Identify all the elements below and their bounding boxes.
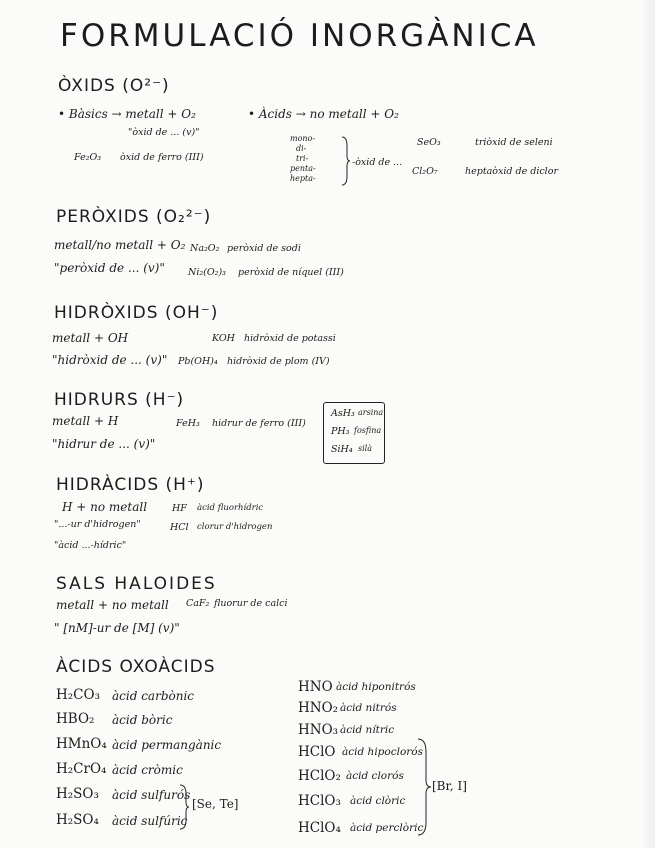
hidroxids-example-name: hidròxid de potassi [244, 333, 336, 344]
hidrurs-name: "hidrur de ... (v)" [52, 437, 156, 451]
peroxids-rule: metall/no metall + O₂ [54, 238, 186, 252]
oxids-acid-example-name: heptaòxid de diclor [465, 166, 558, 177]
oxids-prefix: hepta- [290, 174, 316, 183]
hidroxids-example-formula: KOH [212, 333, 235, 344]
hidroxids-heading: HIDRÒXIDS (OH⁻) [54, 303, 219, 323]
oxoacids-right-name: àcid hiponitrós [336, 681, 416, 693]
hidracids-example-name: clorur d'hidrogen [197, 522, 273, 532]
peroxids-example-formula: Na₂O₂ [190, 243, 220, 254]
page-title: FORMULACIÓ INORGÀNICA [60, 18, 539, 54]
oxids-acids-rule: • Àcids → no metall + O₂ [248, 107, 399, 121]
peroxids-example-formula: Ni₂(O₂)₃ [188, 267, 226, 278]
hidrurs-rule: metall + H [52, 414, 119, 428]
peroxids-name: "peròxid de ... (v)" [54, 261, 165, 275]
oxids-prefix: di- [296, 144, 307, 153]
hidrurs-special-formula: SiH₄ [331, 444, 353, 455]
sals-rule: metall + no metall [56, 598, 169, 612]
hidracids-example-name: àcid fluorhídric [197, 503, 264, 513]
hidracids-example-formula: HCl [170, 522, 189, 533]
hidrurs-special-name: fosfina [354, 426, 382, 435]
sals-name: " [nM]-ur de [M] (v)" [54, 621, 180, 635]
oxoacids-right-name: àcid clòric [350, 795, 406, 807]
oxoacids-right-formula: HNO [298, 679, 333, 695]
oxids-prefix: penta- [290, 164, 316, 173]
oxoacids-left-formula: H₂CrO₄ [56, 761, 107, 777]
peroxids-example-name: peròxid de níquel (III) [238, 267, 344, 278]
sals-example-name: fluorur de calci [214, 598, 288, 609]
hidrurs-special-name: arsina [358, 408, 384, 417]
oxids-acid-example-formula: SeO₃ [417, 137, 441, 148]
oxoacids-right-formula: HNO₂ [298, 700, 339, 716]
oxids-acid-example-name: triòxid de seleni [475, 137, 553, 148]
oxoacids-right-name: àcid nitrós [340, 702, 397, 714]
oxids-acid-example-formula: Cl₂O₇ [412, 166, 438, 177]
oxids-prefix-brace [340, 136, 350, 186]
oxoacids-left-name: àcid cròmic [112, 763, 183, 777]
hidrurs-special-formula: PH₃ [331, 426, 350, 437]
oxoacids-left-formula: H₂SO₃ [56, 786, 99, 802]
oxoacids-left-name: àcid carbònic [112, 689, 195, 703]
sals-example-formula: CaF₂ [186, 598, 210, 609]
sals-heading: SALS HALOIDES [56, 574, 217, 594]
hidracids-heading: HIDRÀCIDS (H⁺) [56, 475, 205, 495]
hidroxids-name: "hidròxid de ... (v)" [52, 353, 168, 367]
oxoacids-right-formula: HClO₄ [298, 820, 341, 836]
oxoacids-left-brace [178, 784, 190, 830]
oxoacids-left-formula: H₂CO₃ [56, 687, 100, 703]
hidrurs-special-formula: AsH₃ [331, 408, 355, 419]
oxoacids-left-name: àcid permangànic [112, 738, 222, 752]
peroxids-heading: PERÒXIDS (O₂²⁻) [56, 207, 212, 227]
oxoacids-right-name: àcid clorós [346, 770, 404, 782]
hidroxids-example-formula: Pb(OH)₄ [178, 356, 218, 367]
oxoacids-left-formula: H₂SO₄ [56, 812, 99, 828]
hidrurs-example-formula: FeH₃ [176, 418, 200, 429]
oxids-heading: ÒXIDS (O²⁻) [58, 76, 170, 96]
peroxids-example-name: peròxid de sodi [227, 243, 301, 254]
oxoacids-right-formula: HNO₃ [298, 722, 339, 738]
oxoacids-left-name: àcid sulfúric [112, 814, 188, 828]
oxoacids-left-group: [Se, Te] [192, 797, 239, 811]
oxoacids-right-brace [416, 738, 432, 836]
page-edge-shadow [641, 0, 655, 848]
oxoacids-right-name: àcid perclòric [350, 822, 424, 834]
oxids-basics-example-name: òxid de ferro (III) [120, 152, 204, 163]
hidracids-name: "àcid ...-hídric" [54, 540, 127, 551]
hidrurs-special-name: silà [358, 444, 372, 453]
hidroxids-example-name: hidròxid de plom (IV) [227, 356, 330, 367]
oxids-basics-example-formula: Fe₂O₃ [74, 152, 102, 163]
oxids-prefix: mono- [290, 134, 316, 143]
oxoacids-right-group: [Br, I] [432, 779, 467, 793]
hidroxids-rule: metall + OH [52, 331, 129, 345]
oxids-basics-rule: • Bàsics → metall + O₂ [58, 107, 196, 121]
hidracids-rule: H + no metall [62, 500, 148, 514]
oxoacids-heading: ÀCIDS OXOÀCIDS [56, 657, 216, 677]
hidracids-example-formula: HF [172, 503, 187, 514]
oxoacids-left-name: àcid sulfurós [112, 788, 191, 802]
hidrurs-example-name: hidrur de ferro (III) [212, 418, 306, 429]
oxoacids-right-formula: HClO₃ [298, 793, 341, 809]
oxoacids-right-name: àcid nítric [340, 724, 395, 736]
oxoacids-right-formula: HClO [298, 744, 336, 760]
hidracids-name: "...-ur d'hidrogen" [54, 519, 141, 530]
oxids-basics-name: "òxid de ... (v)" [128, 127, 200, 138]
oxoacids-left-formula: HBO₂ [56, 711, 95, 727]
oxoacids-left-formula: HMnO₄ [56, 736, 107, 752]
oxoacids-left-name: àcid bòric [112, 713, 173, 727]
oxids-prefix: tri- [296, 154, 309, 163]
oxids-acid-name: -òxid de ... [352, 157, 403, 168]
oxoacids-right-name: àcid hipoclorós [342, 746, 424, 758]
hidrurs-heading: HIDRURS (H⁻) [54, 390, 185, 410]
oxoacids-right-formula: HClO₂ [298, 768, 341, 784]
